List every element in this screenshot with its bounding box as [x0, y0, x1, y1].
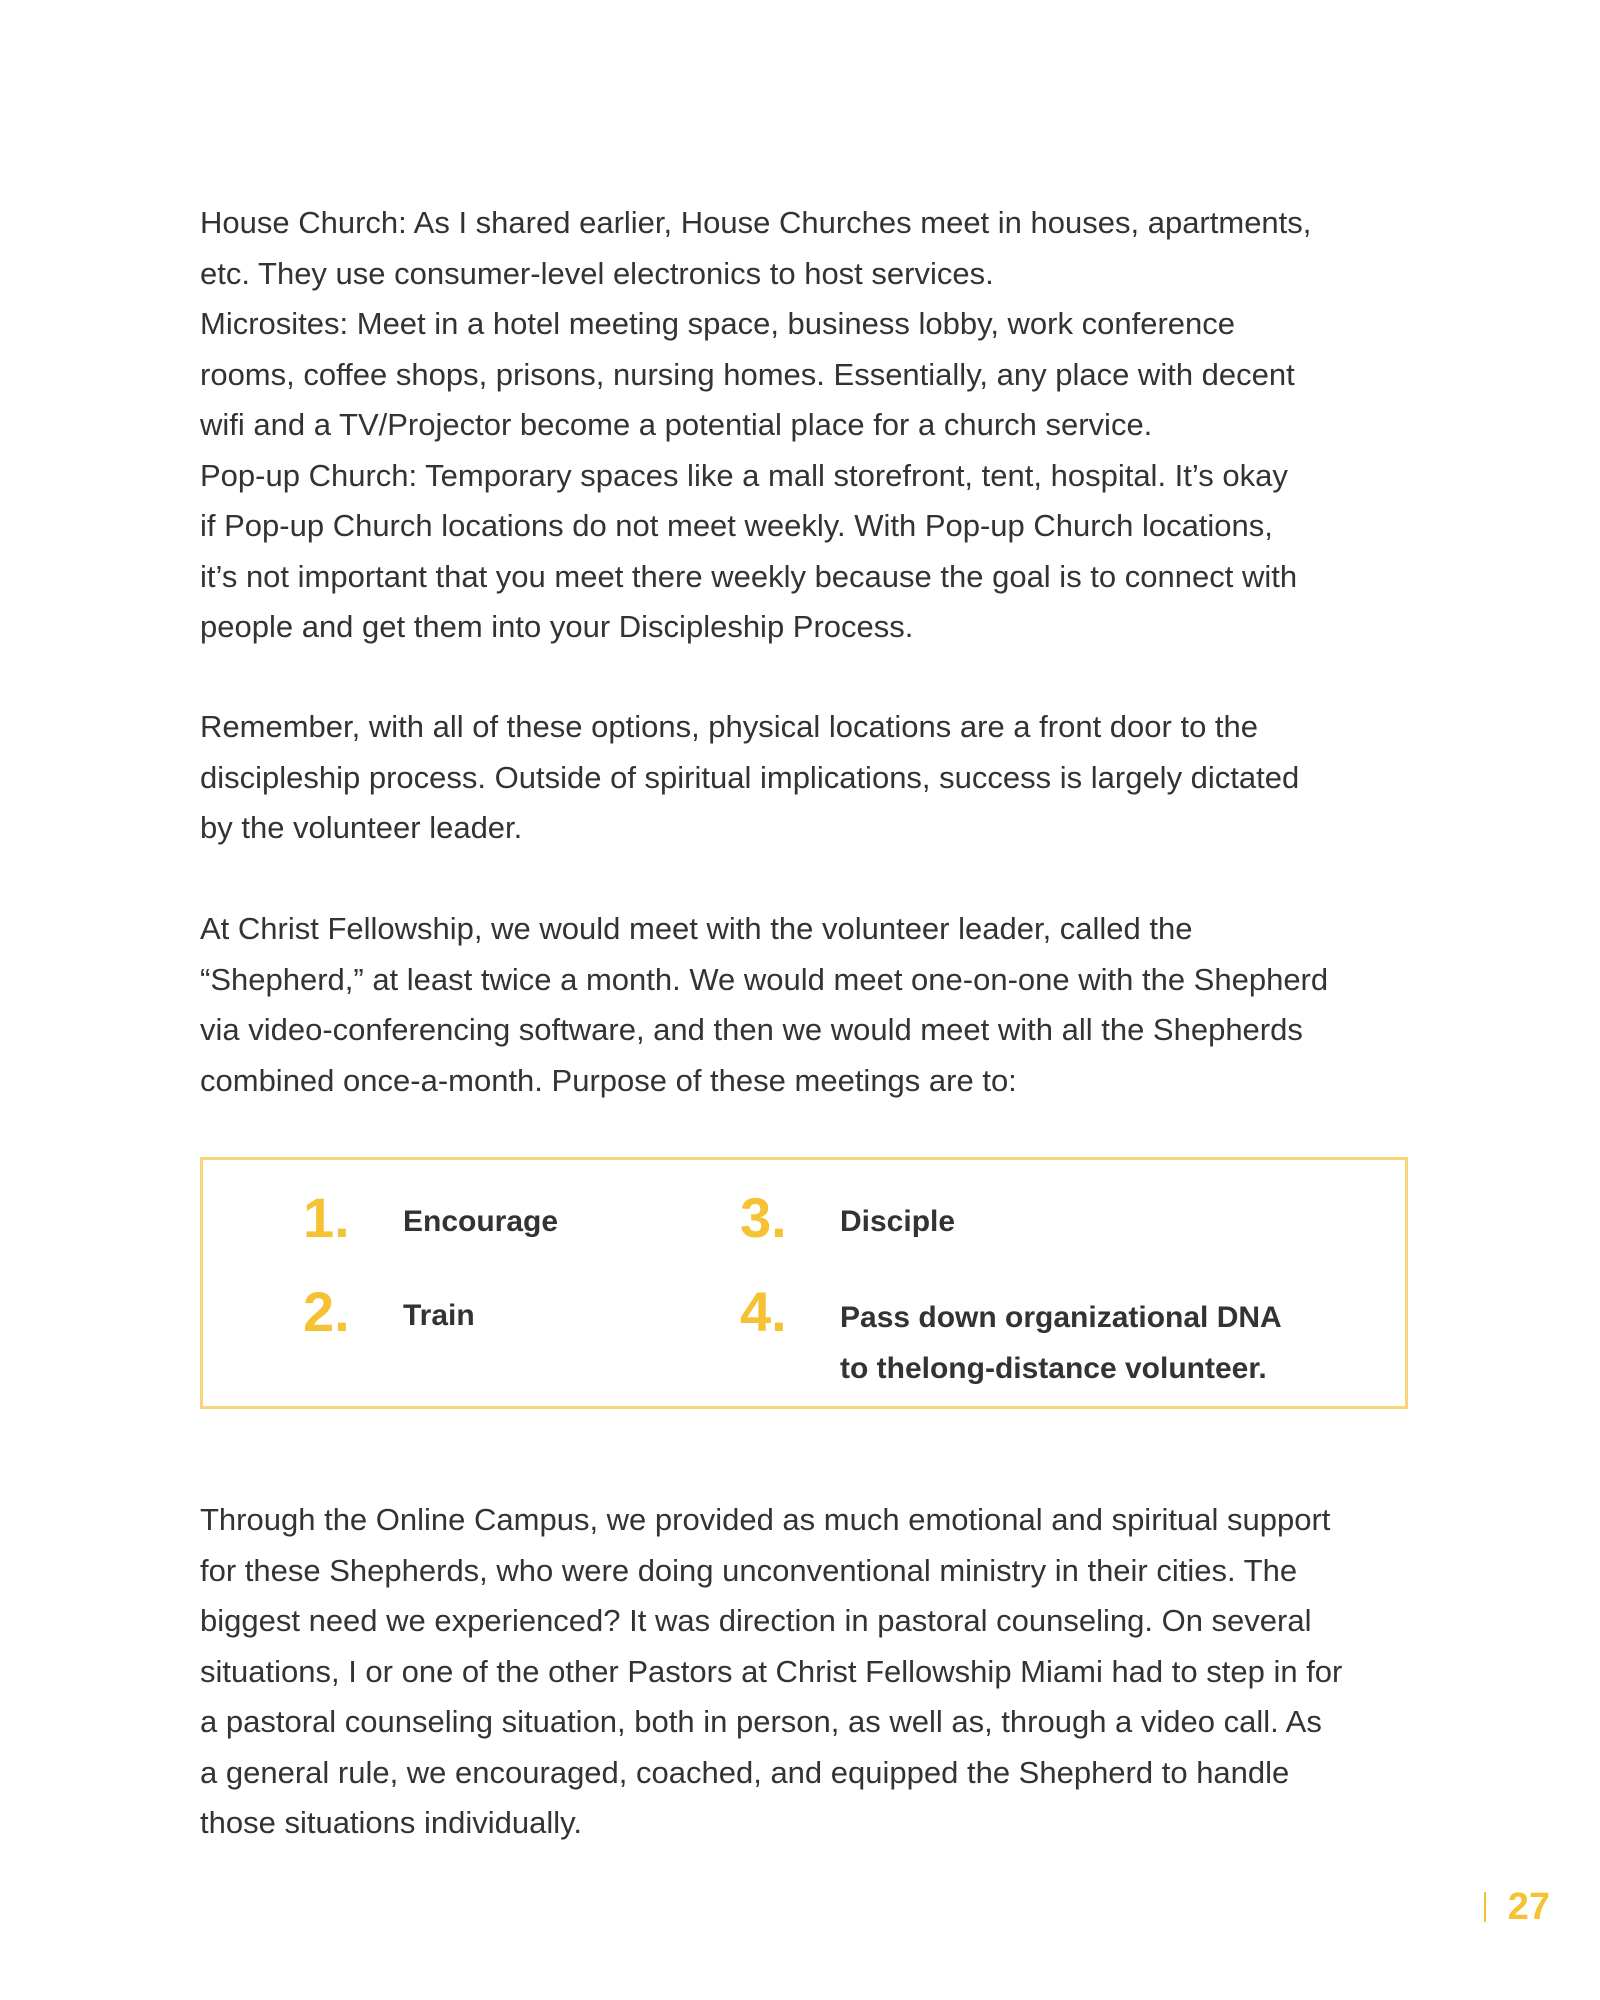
- purpose-label: [840, 1292, 1282, 1394]
- paragraph-location-types: [200, 198, 1430, 653]
- purpose-number: 1.: [303, 1186, 350, 1249]
- purpose-label-line: Disciple: [840, 1205, 956, 1238]
- text-line: discipleship process. Outside of spiritual implications, success is largely dictated: [200, 759, 1300, 795]
- purpose-number: 3.: [740, 1186, 787, 1249]
- text-line: “Shepherd,” at least twice a month. We would meet one-on-one with the Shepherd: [200, 961, 1329, 997]
- purpose-label: [403, 1290, 475, 1341]
- text-line: etc. They use consumer-level electronics to host services.: [200, 255, 994, 291]
- text-line: Through the Online Campus, we provided as much emotional and spiritual support: [200, 1502, 1331, 1537]
- text-line: those situations individually.: [200, 1805, 582, 1840]
- text-line: biggest need we experienced? It was direction in pastoral counseling. On several: [200, 1603, 1312, 1638]
- meeting-purposes-box: [200, 1157, 1408, 1409]
- text-line: people and get them into your Discipleship Process.: [200, 609, 914, 644]
- purpose-label-line: Encourage: [403, 1205, 559, 1238]
- text-line: a pastoral counseling situation, both in person, as well as, through a video call. As: [200, 1704, 1322, 1739]
- text-line: wifi and a TV/Projector become a potential place for a church service.: [200, 407, 1153, 442]
- purpose-label-line: Pass down organizational DNA: [840, 1301, 1282, 1334]
- text-line: situations, I or one of the other Pastors at Christ Fellowship Miami had to step in for: [200, 1653, 1343, 1689]
- text-line: rooms, coffee shops, prisons, nursing homes. Essentially, any place with decent: [200, 356, 1295, 392]
- paragraph-online-campus: [200, 1495, 1430, 1849]
- text-line: Remember, with all of these options, physical locations are a front door to the: [200, 709, 1259, 744]
- purpose-number: 2.: [303, 1280, 350, 1343]
- paragraph-remember: [200, 702, 1430, 854]
- purpose-label-line: to thelong-distance volunteer.: [840, 1352, 1267, 1385]
- purpose-number: 4.: [740, 1280, 787, 1343]
- text-line: for these Shepherds, who were doing unconventional ministry in their cities. The: [200, 1552, 1298, 1588]
- text-line: combined once-a-month. Purpose of these meetings are to:: [200, 1062, 1017, 1098]
- text-line: House Church: As I shared earlier, House Churches meet in houses, apartments,: [200, 205, 1312, 240]
- text-line: by the volunteer leader.: [200, 810, 523, 845]
- footer-divider: [1484, 1892, 1486, 1922]
- text-line: Pop-up Church: Temporary spaces like a mall storefront, tent, hospital. It’s okay: [200, 457, 1288, 493]
- purpose-label: [403, 1196, 558, 1247]
- text-line: Microsites: Meet in a hotel meeting space, business lobby, work conference: [200, 306, 1235, 341]
- text-line: a general rule, we encouraged, coached, and equipped the Shepherd to handle: [200, 1754, 1290, 1790]
- text-line: via video-conferencing software, and then we would meet with all the Shepherds: [200, 1012, 1303, 1047]
- text-line: if Pop-up Church locations do not meet weekly. With Pop-up Church locations,: [200, 508, 1273, 543]
- paragraph-christ-fellowship: [200, 904, 1430, 1106]
- page-footer: [1484, 1885, 1550, 1929]
- text-line: it’s not important that you meet there weekly because the goal is to connect with: [200, 558, 1298, 594]
- text-line: At Christ Fellowship, we would meet with the volunteer leader, called the: [200, 911, 1193, 946]
- purpose-label: [840, 1196, 955, 1247]
- page-number: 27: [1507, 1886, 1550, 1928]
- purpose-label-line: Train: [403, 1299, 475, 1332]
